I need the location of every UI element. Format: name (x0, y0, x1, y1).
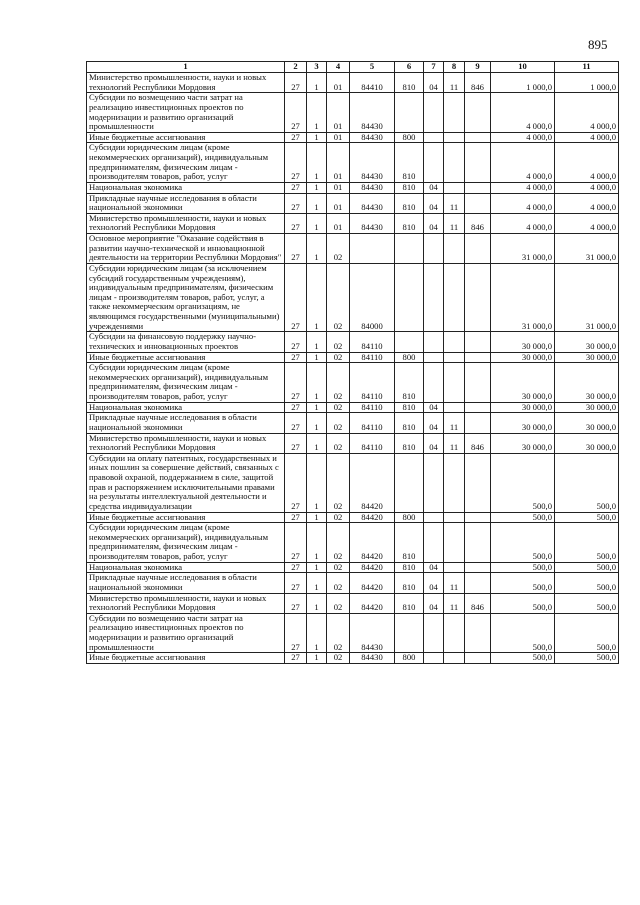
cell-code (465, 413, 491, 433)
cell-code (424, 523, 444, 563)
cell-code: 1 (307, 234, 327, 264)
cell-amount: 30 000,0 (491, 433, 555, 453)
cell-code: 84110 (350, 352, 395, 363)
cell-code: 27 (285, 523, 307, 563)
cell-code: 1 (307, 562, 327, 573)
cell-code: 02 (327, 433, 350, 453)
cell-code: 27 (285, 143, 307, 183)
cell-code: 27 (285, 73, 307, 93)
cell-code (424, 143, 444, 183)
cell-code: 1 (307, 263, 327, 331)
cell-code: 810 (395, 573, 424, 593)
cell-code (465, 523, 491, 563)
row-name: Субсидии юридическим лицам (кроме некоммерческих организаций), индивидуальным предпринимателям, физическим лицам - производителям товаров, работ, услуг (87, 143, 285, 183)
cell-code: 04 (424, 193, 444, 213)
cell-code: 04 (424, 413, 444, 433)
cell-code: 84110 (350, 413, 395, 433)
cell-code: 02 (327, 562, 350, 573)
cell-code: 84430 (350, 143, 395, 183)
cell-code: 1 (307, 93, 327, 133)
cell-amount: 30 000,0 (555, 332, 619, 352)
cell-code: 27 (285, 453, 307, 512)
row-name: Министерство промышленности, науки и новых технологий Республики Мордовия (87, 213, 285, 233)
table-row (87, 523, 619, 563)
cell-code: 1 (307, 193, 327, 213)
cell-code: 1 (307, 573, 327, 593)
cell-amount: 4 000,0 (491, 143, 555, 183)
cell-amount: 30 000,0 (491, 332, 555, 352)
cell-amount: 500,0 (555, 562, 619, 573)
cell-code: 27 (285, 182, 307, 193)
row-name: Субсидии на финансовую поддержку научно-технических и инновационных проектов (87, 332, 285, 352)
cell-amount: 1 000,0 (555, 73, 619, 93)
cell-amount: 500,0 (491, 653, 555, 664)
table-row (87, 132, 619, 143)
table-row (87, 512, 619, 523)
cell-code: 810 (395, 402, 424, 413)
cell-code: 1 (307, 593, 327, 613)
cell-code (465, 613, 491, 653)
cell-amount: 4 000,0 (491, 93, 555, 133)
table-row (87, 413, 619, 433)
cell-code: 1 (307, 402, 327, 413)
cell-amount: 4 000,0 (555, 93, 619, 133)
cell-amount: 4 000,0 (555, 132, 619, 143)
cell-code (465, 143, 491, 183)
cell-code (465, 132, 491, 143)
cell-code: 800 (395, 653, 424, 664)
cell-code (444, 613, 465, 653)
cell-code: 84000 (350, 263, 395, 331)
cell-code: 01 (327, 132, 350, 143)
cell-code: 27 (285, 263, 307, 331)
cell-code: 1 (307, 73, 327, 93)
cell-code: 04 (424, 73, 444, 93)
cell-code: 1 (307, 413, 327, 433)
cell-code: 800 (395, 132, 424, 143)
cell-code (424, 512, 444, 523)
cell-amount: 500,0 (491, 593, 555, 613)
cell-code: 27 (285, 402, 307, 413)
table-row (87, 93, 619, 133)
cell-code: 810 (395, 213, 424, 233)
table-row (87, 143, 619, 183)
cell-code: 11 (444, 73, 465, 93)
cell-code (465, 263, 491, 331)
row-name: Прикладные научные исследования в области национальной экономики (87, 413, 285, 433)
table-row (87, 562, 619, 573)
cell-code: 11 (444, 193, 465, 213)
cell-amount: 500,0 (491, 613, 555, 653)
cell-code: 84420 (350, 573, 395, 593)
cell-code: 27 (285, 433, 307, 453)
cell-amount: 30 000,0 (491, 413, 555, 433)
cell-code (444, 402, 465, 413)
cell-code (424, 613, 444, 653)
cell-code (465, 182, 491, 193)
table-row (87, 73, 619, 93)
table-row (87, 433, 619, 453)
row-name: Прикладные научные исследования в области национальной экономики (87, 193, 285, 213)
cell-code (465, 193, 491, 213)
cell-code: 01 (327, 193, 350, 213)
cell-code: 27 (285, 193, 307, 213)
cell-amount: 500,0 (555, 653, 619, 664)
cell-code: 1 (307, 213, 327, 233)
cell-code (444, 352, 465, 363)
cell-code: 02 (327, 352, 350, 363)
cell-code: 810 (395, 182, 424, 193)
cell-amount: 4 000,0 (555, 193, 619, 213)
cell-code: 27 (285, 93, 307, 133)
table-row (87, 593, 619, 613)
cell-code: 27 (285, 512, 307, 523)
cell-code: 800 (395, 512, 424, 523)
cell-amount: 31 000,0 (491, 263, 555, 331)
cell-code: 810 (395, 363, 424, 403)
cell-code (465, 562, 491, 573)
cell-code (444, 562, 465, 573)
cell-amount: 500,0 (491, 453, 555, 512)
cell-code: 04 (424, 213, 444, 233)
column-header: 5 (350, 62, 395, 73)
cell-code: 1 (307, 363, 327, 403)
cell-code (395, 453, 424, 512)
cell-code: 84430 (350, 93, 395, 133)
cell-code: 01 (327, 93, 350, 133)
row-name: Субсидии юридическим лицам (кроме некоммерческих организаций), индивидуальным предпринимателям, физическим лицам - производителям товаров, работ, услуг (87, 523, 285, 563)
cell-amount: 4 000,0 (491, 193, 555, 213)
cell-code: 810 (395, 562, 424, 573)
cell-code: 02 (327, 512, 350, 523)
cell-amount: 500,0 (555, 512, 619, 523)
table-row (87, 352, 619, 363)
cell-code: 27 (285, 213, 307, 233)
cell-code: 04 (424, 182, 444, 193)
cell-amount: 30 000,0 (555, 413, 619, 433)
table-header-row (87, 62, 619, 73)
cell-code: 84420 (350, 453, 395, 512)
cell-code (444, 182, 465, 193)
cell-code (444, 332, 465, 352)
cell-code: 27 (285, 352, 307, 363)
cell-code (444, 512, 465, 523)
row-name: Иные бюджетные ассигнования (87, 512, 285, 523)
row-name: Национальная экономика (87, 562, 285, 573)
cell-amount: 4 000,0 (555, 143, 619, 183)
cell-code: 810 (395, 413, 424, 433)
cell-code: 04 (424, 433, 444, 453)
cell-code (465, 512, 491, 523)
cell-code: 11 (444, 433, 465, 453)
cell-code: 84430 (350, 613, 395, 653)
cell-code: 1 (307, 523, 327, 563)
table-row (87, 213, 619, 233)
cell-amount: 1 000,0 (491, 73, 555, 93)
table-row (87, 193, 619, 213)
cell-code: 02 (327, 613, 350, 653)
cell-amount: 500,0 (491, 512, 555, 523)
cell-code: 84430 (350, 213, 395, 233)
row-name: Иные бюджетные ассигнования (87, 653, 285, 664)
cell-code (465, 402, 491, 413)
cell-code: 800 (395, 352, 424, 363)
cell-code (424, 653, 444, 664)
cell-code (444, 653, 465, 664)
cell-code: 01 (327, 182, 350, 193)
cell-amount: 500,0 (555, 523, 619, 563)
cell-code: 1 (307, 453, 327, 512)
column-header: 3 (307, 62, 327, 73)
cell-code (424, 263, 444, 331)
cell-code: 11 (444, 573, 465, 593)
row-name: Иные бюджетные ассигнования (87, 352, 285, 363)
page-number: 895 (588, 37, 608, 52)
table-row (87, 613, 619, 653)
cell-code (395, 234, 424, 264)
column-header: 9 (465, 62, 491, 73)
cell-code: 27 (285, 653, 307, 664)
cell-amount: 500,0 (491, 573, 555, 593)
row-name: Субсидии юридическим лицам (за исключением субсидий государственным учреждениям), индивидуальным предпринимателям, физическим лицам - производителям товаров, работ, услуг, а также некоммерческим организациям, не являющимся государственными (муниципальными) учреждениями (87, 263, 285, 331)
row-name: Субсидии юридическим лицам (кроме некоммерческих организаций), индивидуальным предпринимателям, физическим лицам - производителям товаров, работ, услуг (87, 363, 285, 403)
cell-code: 84110 (350, 433, 395, 453)
cell-code: 84420 (350, 523, 395, 563)
column-header: 4 (327, 62, 350, 73)
cell-code (444, 93, 465, 133)
cell-code (465, 653, 491, 664)
cell-code: 810 (395, 593, 424, 613)
cell-code: 04 (424, 573, 444, 593)
cell-code: 02 (327, 332, 350, 352)
cell-code: 84110 (350, 402, 395, 413)
cell-code: 27 (285, 562, 307, 573)
cell-code: 27 (285, 573, 307, 593)
cell-code: 11 (444, 413, 465, 433)
cell-code (395, 263, 424, 331)
cell-code: 810 (395, 73, 424, 93)
cell-code: 810 (395, 523, 424, 563)
cell-code (424, 332, 444, 352)
cell-code: 27 (285, 332, 307, 352)
cell-code (350, 234, 395, 264)
cell-code: 84430 (350, 182, 395, 193)
table-row (87, 363, 619, 403)
column-header: 11 (555, 62, 619, 73)
cell-code (444, 523, 465, 563)
cell-code (444, 453, 465, 512)
cell-code (444, 234, 465, 264)
column-header: 7 (424, 62, 444, 73)
cell-code: 84420 (350, 562, 395, 573)
row-name: Национальная экономика (87, 402, 285, 413)
cell-amount: 31 000,0 (555, 234, 619, 264)
cell-code: 1 (307, 132, 327, 143)
cell-code: 02 (327, 573, 350, 593)
cell-code (395, 332, 424, 352)
cell-amount: 500,0 (555, 453, 619, 512)
cell-code (465, 332, 491, 352)
cell-amount: 500,0 (555, 613, 619, 653)
cell-code: 27 (285, 593, 307, 613)
cell-code: 84410 (350, 73, 395, 93)
cell-code: 02 (327, 363, 350, 403)
cell-code: 01 (327, 73, 350, 93)
column-header: 10 (491, 62, 555, 73)
cell-amount: 4 000,0 (491, 182, 555, 193)
row-name: Основное мероприятие "Оказание содействия в развитии научно-технической и инновационной деятельности на территории Республики Мордовия" (87, 234, 285, 264)
cell-code: 02 (327, 523, 350, 563)
cell-code (424, 234, 444, 264)
cell-code: 04 (424, 562, 444, 573)
cell-code: 846 (465, 433, 491, 453)
cell-code (465, 453, 491, 512)
column-header: 8 (444, 62, 465, 73)
cell-amount: 500,0 (555, 573, 619, 593)
cell-code: 02 (327, 653, 350, 664)
cell-amount: 4 000,0 (555, 182, 619, 193)
cell-code (424, 363, 444, 403)
cell-code: 02 (327, 234, 350, 264)
column-header: 1 (87, 62, 285, 73)
cell-code: 02 (327, 593, 350, 613)
cell-code: 1 (307, 143, 327, 183)
column-header: 2 (285, 62, 307, 73)
cell-code: 1 (307, 512, 327, 523)
cell-code: 84430 (350, 132, 395, 143)
table-body (87, 62, 619, 664)
cell-code: 04 (424, 402, 444, 413)
cell-amount: 4 000,0 (555, 213, 619, 233)
cell-amount: 30 000,0 (555, 352, 619, 363)
cell-code: 02 (327, 413, 350, 433)
cell-code: 1 (307, 653, 327, 664)
cell-code: 01 (327, 143, 350, 183)
row-name: Министерство промышленности, науки и новых технологий Республики Мордовия (87, 593, 285, 613)
row-name: Субсидии по возмещению части затрат на реализацию инвестиционных проектов по модернизации и развитию организаций промышленности (87, 93, 285, 133)
cell-code: 02 (327, 453, 350, 512)
cell-code: 1 (307, 182, 327, 193)
cell-amount: 500,0 (491, 523, 555, 563)
cell-code: 11 (444, 593, 465, 613)
cell-code: 84110 (350, 332, 395, 352)
cell-code: 27 (285, 234, 307, 264)
cell-code: 84430 (350, 653, 395, 664)
cell-code (465, 93, 491, 133)
cell-code: 1 (307, 352, 327, 363)
cell-code: 84420 (350, 512, 395, 523)
cell-code: 810 (395, 433, 424, 453)
table-row (87, 182, 619, 193)
row-name: Субсидии по возмещению части затрат на реализацию инвестиционных проектов по модернизации и развитию организаций промышленности (87, 613, 285, 653)
cell-amount: 4 000,0 (491, 213, 555, 233)
row-name: Прикладные научные исследования в области национальной экономики (87, 573, 285, 593)
cell-code (465, 573, 491, 593)
cell-amount: 30 000,0 (555, 363, 619, 403)
cell-amount: 4 000,0 (491, 132, 555, 143)
cell-code: 810 (395, 193, 424, 213)
row-name: Иные бюджетные ассигнования (87, 132, 285, 143)
cell-amount: 500,0 (555, 593, 619, 613)
cell-code: 84110 (350, 363, 395, 403)
cell-code: 01 (327, 213, 350, 233)
cell-code: 1 (307, 332, 327, 352)
cell-code: 846 (465, 213, 491, 233)
table-row (87, 653, 619, 664)
table-row (87, 402, 619, 413)
cell-code (444, 143, 465, 183)
cell-code: 27 (285, 613, 307, 653)
cell-code (465, 352, 491, 363)
cell-code: 11 (444, 213, 465, 233)
cell-code: 846 (465, 73, 491, 93)
cell-code (395, 613, 424, 653)
cell-code (465, 363, 491, 403)
cell-code: 02 (327, 402, 350, 413)
row-name: Министерство промышленности, науки и новых технологий Республики Мордовия (87, 433, 285, 453)
cell-code: 27 (285, 363, 307, 403)
table-row (87, 234, 619, 264)
cell-amount: 30 000,0 (491, 352, 555, 363)
table-row (87, 573, 619, 593)
cell-code: 84430 (350, 193, 395, 213)
cell-amount: 30 000,0 (555, 402, 619, 413)
cell-code: 04 (424, 593, 444, 613)
cell-code: 810 (395, 143, 424, 183)
table-row (87, 263, 619, 331)
cell-amount: 31 000,0 (555, 263, 619, 331)
cell-code (424, 132, 444, 143)
cell-code (395, 93, 424, 133)
cell-code (444, 263, 465, 331)
cell-code (465, 234, 491, 264)
cell-code: 27 (285, 132, 307, 143)
table-row (87, 332, 619, 352)
cell-code: 1 (307, 433, 327, 453)
cell-code (444, 363, 465, 403)
cell-code (424, 352, 444, 363)
cell-amount: 30 000,0 (555, 433, 619, 453)
budget-table (86, 61, 619, 664)
cell-amount: 30 000,0 (491, 363, 555, 403)
cell-code (424, 93, 444, 133)
table-row (87, 453, 619, 512)
row-name: Национальная экономика (87, 182, 285, 193)
cell-code: 846 (465, 593, 491, 613)
cell-code: 1 (307, 613, 327, 653)
cell-code: 27 (285, 413, 307, 433)
row-name: Министерство промышленности, науки и новых технологий Республики Мордовия (87, 73, 285, 93)
cell-code (424, 453, 444, 512)
cell-amount: 30 000,0 (491, 402, 555, 413)
column-header: 6 (395, 62, 424, 73)
cell-code: 02 (327, 263, 350, 331)
cell-amount: 31 000,0 (491, 234, 555, 264)
row-name: Субсидии на оплату патентных, государственных и иных пошлин за совершение действий, связанных с правовой охраной, поддержанием в силе, защитой прав и распоряжением исключительными правами на результаты интеллектуальной деятельности и средства индивидуализации (87, 453, 285, 512)
cell-code: 84420 (350, 593, 395, 613)
cell-amount: 500,0 (491, 562, 555, 573)
cell-code (444, 132, 465, 143)
